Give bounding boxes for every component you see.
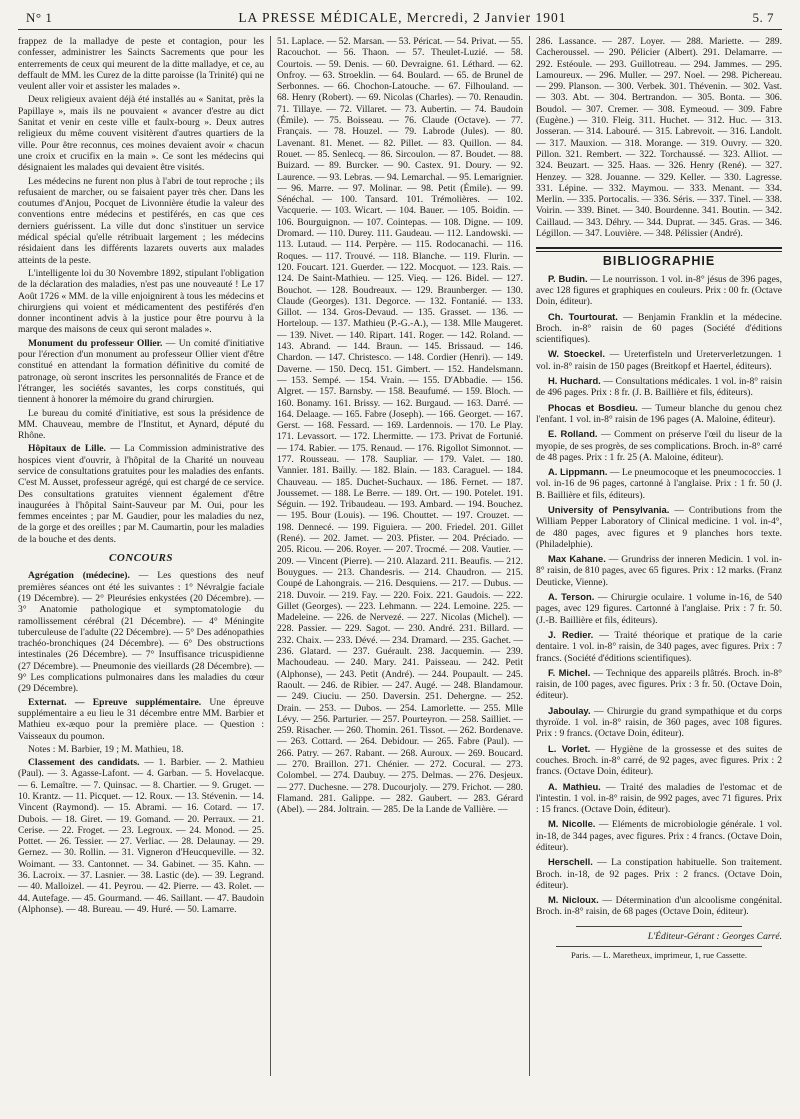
section-title-bibliographie: BIBLIOGRAPHIE: [602, 254, 716, 269]
classement-list: — 1. Barbier. — 2. Mathieu (Paul). — 3. Agasse-Lafont. — 4. Garban. — 5. Hovelacque. — 6. Lemaître. — 7. Quinsac. — 8. Chartier. — 9. Gruget. — 10. Krantz. — 11. Picquet. — 12. Roux. — 13. Stévenin. — 14. Vincent (Raymond). — 15. Abrami. — 16. Cotard. — 17. Dubois. — 18. Giret. — 19. Gomand. — 20. Perraux. — 21. Cerise. — 22. Froget. — 23. Legroux. — 24. Monod. — 25. Pottet. — 26. Tessier. — 27. Verliac. — 28. Delaunay. — 29. Gernez. — 30. Rollin. — 31. Vigneron d'Heucqueville. — 32. Woimant. — 33. Cantonnet. — 34. Gabinet. — 35. Kahn. — 36. Lacroix. — 37. Lasnier. — 38. Lastic (de). — 39. Legrand. — 40. Malloizel. — 41. Peyrou. — 42. Pierre. — 43. Rolet. — 44. Autefage. — 45. Gourmand. — 46. Saillant. — 47. Baudoin (Alphonse). — 48. Bureau. — 49. Huré. — 50. Lamarre.: [18, 757, 264, 915]
news-text: — Un comité d'initiative pour l'érection d'un monument au professeur Ollier vient d'être constitué en attendant la formation définitive du comité de patronage, où seront inscrites les personnalités de France et de l'étranger, les sociétés savantes, les corps constitués, qui tiennent à honorer la mémoire du grand chirurgien.: [18, 337, 264, 406]
bibliography-text: — Contributions from the William Pepper Laboratory of Clinical medicine. 1 vol. in-4°, de 480 pages, avec figures et 9 planches hors texte. (Philadelphie).: [536, 504, 782, 550]
classement: [18, 757, 264, 915]
bibliography-author: A. Terson.: [548, 591, 595, 603]
bibliography-author: Phocas et Bosdieu.: [548, 401, 638, 413]
concours-externat: [18, 697, 264, 742]
bibliography-author: University of Pensylvania.: [548, 503, 670, 515]
bibliography-entry: [536, 504, 782, 550]
classement-list-continued: 51. Laplace. — 52. Marsan. — 53. Péricat. — 54. Privat. — 55. Racouchot. — 56. Thaon. — 57. Theulet-Luzié. — 58. Courtois. — 59. Denis. — 60. Devraigne. 61. Léthard. — 62. Onfroy. — 63. Stroeklin. — 64. Boulard. — 65. de Brunel de Serbonnes. — 66. Chochon-Latouche. — 67. Filhouland. — 68. Henry (Robert). — 69. Nicolas (Charles). — 70. Renaudin. 71. Tillaye. — 72. Villaret. — 73. Aubertin. — 74. Baudoin (Émile). — 75. Boisseau. — 76. Claude (Octave). — 77. Français. — 78. Houzel. — 79. Labrode (Jules). — 80. Lavenant. 81. Menet. — 82. Pillet. — 83. Quillon. — 84. Rouet. — 85. Senlecq. — 86. Sircoulon. — 87. Boudet. — 88. Buizard. — 89. Burcker. — 90. Castex. 91. Doury. — 92. Laurence. — 93. Lebras. — 94. Lemarchal. — 95. Lemarignier. — 96. Marre. — 97. Molinar. — 98. Petit (Émile). — 99. Sénéchal. — 100. Tansard. 101. Trémolières. — 102. Vacquerie. — 103. Wicart. — 104. Bauer. — 105. Boidin. — 106. Bourguignon. — 107. Cointepas. — 108. Digne. — 109. Dromard. — 110. Durey. 111. Gaudeau. — 112. Landowski. — 113. Lutaud. — 114. Perpère. — 115. Rodocanachi. — 116. Roques. — 117. Trouvé. — 118. Blanche. — 119. Flurin. — 120. Foucart. 121. Guerder. — 122. Mocquot. — 123. Rais. — 124. De Saint-Mathieu. — 125. Vieq. — 126. Bidel. — 127. Bouchot. — 128. Boudreaux. — 129. Braunberger. — 130. Claude (Georges). 131. Degorce. — 132. Fontanié. — 133. Gillot. — 134. Gros-Devaud. — 135. Grasset. — 136. — Horteloup. — 137. Mathieu (P.-G.-A.), — 138. Mlle Maugeret. — 139. Nivet. — 140. Ripart. 141. Roger. — 142. Roland. — 143. Abrand. — 144. Braun. — 145. Brissaud. — 146. Chardon. — 147. Christesco. — 148. Cordier (Henri). — 149. Daverne. — 150. Decq. 151. Gimbert. — 152. Handelsmann. — 153. Sempé. — 154. Vrain. — 155. D'Abbadie. — 156. Algret. — 157. Barnsby. — 158. Beaufumé. — 159. Bloch. — 160. Bonamy. 161. Brissy. — 162. Burgaud. — 163. Darré. — 164. Delaage. — 165. Fabre (Joseph). — 166. Georget. — 167. Gerst. — 168. Fessard. — 169. Lardennois. — 170. Le Play. 171. Levassort. — 172. Lhermitte. — 173. Privat de Fortunié. — 174. Rabier. — 175. Renaud. — 176. Rigollot Simonnot. — 177. Rousseau. — 178. Saupliar. — 179. Valet. — 180. Vannier. 181. Bailly. — 182. Blain. — 183. Caraguel. — 184. Chauveau. — 185. Duchet-Suchaux. — 186. Fernet. — 187. Joussemet. — 188. Le Berre. — 189. Ort. — 190. Potelet. 191. Séguin. — 192. Tribaudeau. — 193. Ambard. — 194. Bouchez. — 195. Bour (Louis). — 196. Chouttet. — 197. Crouzet. — 198. Dennecé. — 199. Figuiera. — 200. Friedel. 201. Gillet (René). — 202. Jamet. — 203. Pfister. — 204. Préciado. — 205. Ricou. — 206. Royer. — 207. Trocmé. — 208. Vautier. — 209. — Vincent (Pierre). — 210. Alazard. 211. Beaufis. — 212. Bouygues. — 213. Chandesris. — 214. Chaudron. — 215. Coupé de Lahongrais. — 216. Desquiens. — 217. — Dubus. — 218. Duvoir. — 219. Fay. — 220. Foix. 221. Gaudois. — 222. Gillet (Georges). — 223. Lehmann. — 224. Lemoine. 225. — Madeleine. — 226. de Nervezé. — 227. Nicolas (Michel). — 228. Passier. — 229. Sagot. — 230. André. 231. Billard. — 232. Chaix. — 233. Dévé. — 234. Dramard. — 235. Gachet. — 236. Glatard. — 237. Guérault. 238. Jacquemin. — 239. Machoudeau. — 240. Mary. 241. Paisseau. — 242. Petit (Alphonse), — 243. Petit (André). — 244. Poupault. — 245. Raoult. — 246. de Ribier. — 247. Augé. — 248. Blandamour. — 249. Ciuciu. — 250. Daversin. 251. Dehergne. — 252. Drain. — 253. — Dubos. — 254. Lamorlette. — 255. Mlle Lévy. — 256. Parturier. — 257. Pourteyron. — 258. Sailliet. — 259. Risacher. — 260. Thomin. 261. Tissot. — 262. Bordenave. — 263. Cottard. — 264. Debidour. — 265. Fabre (Paul). — 266. Patry. — 267. Rabant. — 268. Auroux. — 269. Boucard. — 270. Braillon. 271. Chénier. — 272. Cocural. — 273. Colombel. — 274. Daubuy. — 275. Delmas. — 276. Desjeux. — 277. Duchesne. — 278. Ducourjoly. — 279. Frichot. — 280. Flamand. 281. Galippe. — 282. Gaubert. — 283. Gérard (Abel). — 284. Joltrain. — 285. De la Lande de Vallière. —: [277, 36, 523, 816]
paragraph: L'intelligente loi du 30 Novembre 1892, stipulant l'obligation de la déclaration des maladies, n'est pas une nouveauté ! Le 17 Août 1726 « MM. de la ville enjoignirent à tous les médecins et chirurgiens qui voient et médicamentent des pestiférés d'en donner incontinent advis à la justice pour être pourvu à la marque des maisons de ceux qui seront malades ».: [18, 267, 264, 336]
page-header: [18, 10, 782, 30]
news-item-ollier: [18, 338, 264, 406]
bibliography-entry: [536, 348, 782, 372]
column-middle: [277, 36, 523, 1076]
news-text: — La Commission administrative des hospices vient d'ouvrir, à l'hôpital de la Charité un nouveau service de consultations gratuites pour les maladies des enfants. C'est M. Ausset, professeur agrégé, qui est chargé de ce service. Des consultations gratuites viennent également d'être inaugurées à l'hôpital Saint-Sauveur par M. Oui, pour les femmes enceintes ; par M. Gaudier, pour les maladies du nez, de la gorge et des oreilles ; par M. Caumartin, pour les maladies de la bouche et des dents.: [18, 443, 264, 545]
columns: [18, 36, 782, 1076]
section-rule: [536, 247, 782, 252]
bibliography-entry: [536, 629, 782, 664]
bibliography-entry: [536, 375, 782, 399]
bibliography-entry: [536, 311, 782, 346]
bibliography-author: M. Nicloux.: [548, 894, 599, 906]
bibliography-author: Herschell.: [548, 856, 593, 868]
bibliography-text: — Traité des maladies de l'estomac et de l'intestin. 1 vol. in-8° raisin, de 992 pages, avec 71 figures. Prix : 15 francs. (Octave Doin, éditeur).: [536, 781, 782, 816]
column-left: [18, 36, 264, 1076]
bibliography-text: — Chirurgie du grand sympathique et du corps thyroïde. 1 vol. in-8° raisin, de 360 pages, avec 108 figures. Prix : 9 francs. (Octave Doin, éditeur).: [536, 705, 782, 740]
news-heading: Monument du professeur Ollier.: [28, 337, 163, 349]
bibliography-author: Ch. Tourtourat.: [548, 310, 618, 322]
concours-heading: Externat. — Epreuve supplémentaire.: [28, 696, 202, 708]
classement-heading: Classement des candidats.: [28, 757, 140, 769]
section-title-concours: CONCOURS: [109, 552, 173, 565]
bibliography-author: Jaboulay.: [548, 704, 591, 716]
bibliography-entry: [536, 781, 782, 816]
bibliography-text: — Traité théorique et pratique de la carie dentaire. 1 vol. in-8° raisin, de 340 pages, avec figures. Prix : 7 francs. (Société d'éditions scientifiques).: [536, 629, 782, 664]
bibliography-entry: [536, 856, 782, 891]
bibliography-text: — Hygiène de la grossesse et des suites de couches. Broch. in-8° carré, de 92 pages, avec figures. Prix : 2 francs. (Octave Doin, éditeur).: [536, 743, 782, 778]
bibliography-entry: [536, 894, 782, 918]
bibliography-entry: [536, 667, 782, 702]
bibliography-author: M. Nicolle.: [548, 818, 596, 830]
bibliography-author: L. Vorlet.: [548, 742, 591, 754]
divider: [576, 926, 742, 927]
bibliography-author: Max Kahane.: [548, 553, 606, 565]
bibliography-text: — Eléments de microbiologie générale. 1 vol. in-18, de 344 pages, avec figures. Prix : 4 francs. (Octave Doin, éditeur).: [536, 819, 782, 853]
bibliography-entry: [536, 273, 782, 308]
bibliography-entry: [536, 402, 782, 426]
column-divider: [270, 36, 271, 1076]
bibliography-author: F. Michel.: [548, 666, 591, 678]
paragraph: Deux religieux avaient déjà été installés au « Sanitat, près la Papillaye », mais ils ne pouvaient « avancer d'estre au dict Sanitat et venir en ceste ville et faulx-bourg ». Deux autres religieux du même couvent visitèrent d'autres quartiers de la ville. Pour être reconnus, ces moines devaient avoir « chacun une croix et crucifix en la main ». Ce sont les médecins qui désignaient les malades qui devaient être visités.: [18, 94, 264, 174]
bibliography-text: — Benjamin Franklin et la médecine. Broch. in-8° raisin de 60 pages (Société d'éditions scientifiques).: [536, 311, 782, 346]
concours-heading: Agrégation (médecine).: [28, 570, 130, 582]
bibliography-author: E. Rolland.: [548, 428, 598, 440]
column-divider: [529, 36, 530, 1076]
bibliography-author: J. Redier.: [548, 628, 594, 640]
bibliography-text: — Le pneumocoque et les pneumococcies. 1 vol. in-16 de 96 pages, cartonné à l'anglaise. Prix : 1 fr. 50 (J. B. Baillière et fils, éditeurs).: [536, 467, 782, 501]
bibliography-text: — Tumeur blanche du genou chez l'enfant. 1 vol. in-8° raisin de 196 pages (A. Maloine, éditeur).: [536, 402, 782, 425]
concours-text: — Les questions des neuf premières séances ont été les suivantes : 1° Névralgie faciale (19 Décembre). — 2° Pleurésies enkystées (20 Décembre). — 3° Anatomie pathologique et symptomatologie du ramollissement cérébral (21 Décembre). — 4° Méningite tuberculeuse de l'adulte (22 Décembre). — 5° Des adénopathies trachéo-bronchiques (24 Décembre). — 6° Des obstructions intestinales (26 Décembre). — 7° Insuffisance tricuspidienne (27 Décembre). — Pneumonie des vieillards (28 Décembre). — 9° Les complications pulmonaires dans les maladies du cœur (29 Décembre).: [18, 570, 264, 695]
classement-list-end: 286. Lassance. — 287. Loyer. — 288. Mariette. — 289. Cacheroussel. — 290. Pélicier (Albert). 291. Delamarre. — 292. Estéoule. — 293. Guillotreau. — 294. Jammes. — 295. Lamoureux. — 296. Muller. — 297. Noel. — 298. Pichereau. — 299. Planson. — 300. Verbek. 301. Thévenin. — 302. Vast. — 303. Abt. — 304. Bertrandon. — 305. Bonta. — 306. Boudol. — 307. Cremer. — 308. Eymeoud. — 309. Fabre (Eugène.) — 310. Fleig. 311. Huchet. — 312. Huc. — 313. Josseran. — 314. Labouré. — 315. Labrevoit. — 316. Landolt. — 317. Mauxion. — 318. Morange. — 319. Ouvry. — 320. Pillon. 321. Rembert. — 322. Torchaussé. — 323. Alliot. — 324. Beuzart. — 325. Haas. — 326. Henry (René). — 327. Henzey. — 328. Jouanne. — 329. Keller. — 330. Lagresse. 331. Lépine. — 332. Maymou. — 333. Menant. — 334. Merlin. — 335. Portocalis. — 336. Séris. — 337. Tinel. — 338. Voirin. — 339. Binet. — 340. Bourdenne. 341. Boutin. — 342. Caillaud. — 343. Déhry. — 344. Duprat. — 345. Gras. — 346. Légillon. — 347. Louvière. — 348. Pélissier (André).: [536, 36, 782, 240]
bibliography-author: H. Huchard.: [548, 375, 601, 387]
bibliography-entry: [536, 428, 782, 463]
bibliography-author: A. Lippmann.: [548, 466, 608, 478]
externat-notes: Notes : M. Barbier, 19 ; M. Mathieu, 18.: [28, 743, 184, 755]
bibliography-author: A. Mathieu.: [548, 780, 601, 792]
issue-number: N° 1: [26, 10, 53, 25]
bibliography-text: — Chirurgie oculaire. 1 volume in-16, de 540 pages, avec 129 figures. Cartonné à l'anglaise. Prix : 7 fr. 50. (J.-B. Baillière et fils, éditeurs).: [536, 592, 782, 626]
bibliography-entry: [536, 466, 782, 501]
concours-text: Une épreuve supplémentaire a eu lieu le 31 décembre entre MM. Barbier et Mathieu ex-æquo pour la première place. — Question : Vaisseaux du poumon.: [18, 696, 264, 742]
paragraph: frappez de la malladye de peste et contagion, pour les confesser, administrer les Saincts Sacrements que pour les enterrements de ceux qui meurent de la ditte malladye, et ce, au deffault de MM. les Curez de la ditte paroisse (la Trinité) qui ne veulent aller voir et assister les malades ».: [18, 36, 264, 93]
bibliography-text: — Détermination d'un alcoolisme congénital. Broch. in-8° raisin, de 68 pages (Octave Doin, éditeur).: [536, 895, 782, 918]
concours-agregation: [18, 570, 264, 694]
paragraph: Le bureau du comité d'initiative, est sous la présidence de MM. Chauveau, membre de l'Institut, et Aynard, député du Rhône.: [18, 407, 264, 442]
bibliography-entry: [536, 591, 782, 626]
editor-line: L'Éditeur-Gérant : Georges Carré.: [647, 930, 782, 942]
bibliography-entry: [536, 818, 782, 853]
bibliography-text: — Grundriss der inneren Medicin. 1 vol. in-8° raisin, de 810 pages, avec 65 figures. Prix : 12 marks. (Franz Deuticke, Vienne).: [536, 554, 782, 588]
bibliography-text: — La constipation habituelle. Son traitement. Broch. in-18, de 92 pages. Prix : 2 francs. (Octave Doin, éditeur).: [536, 857, 782, 891]
bibliography-list: [536, 273, 782, 918]
bibliography-text: — Consultations médicales. 1 vol. in-8° raisin de 496 pages. Prix : 8 fr. (J. B. Baillière et fils, éditeurs).: [536, 376, 782, 399]
bibliography-text: — Le nourrisson. 1 vol. in-8° jésus de 396 pages, avec 128 figures et graphiques en couleurs. Prix : 00 fr. (Octave Doin, éditeur).: [536, 273, 782, 308]
bibliography-entry: [536, 705, 782, 740]
news-item-lille: [18, 443, 264, 545]
bibliography-text: — Comment on préserve l'œil du liseur de la myopie, de ses progrès, de ses complications. Broch. in-8° carré de 48 pages. Prix : 1 fr. 25 (A. Maloine, éditeur).: [536, 429, 782, 463]
news-heading: Hôpitaux de Lille.: [28, 443, 106, 455]
bibliography-text: — Ureterfisteln und Ureterverletzungen. 1 vol. in-8° raisin de 150 pages (Breitkopf et Haertel, éditeurs).: [536, 349, 782, 372]
paragraph: Les médecins ne furent non plus à l'abri de tout reproche ; ils refusaient de marcher, ou se faisaient payer très cher. Dans les coutumes d'Anjou, Pocquet de Livonnière étudie la valeur des conventions entre médecins et pestiférés, en cas que ces derniers guérissent. La ville dut donc s'instituer un service médical spécial qu'elle rétribuait largement ; les médecins résidaient dans les différents lazarets ouverts aux malades atteints de la peste.: [18, 175, 264, 266]
bibliography-entry: [536, 743, 782, 778]
bibliography-author: W. Stoeckel.: [548, 348, 605, 360]
journal-title: LA PRESSE MÉDICALE, Mercredi, 2 Janvier 1901: [238, 10, 567, 25]
bibliography-text: — Technique des appareils plâtrés. Broch. in-8° raisin, de 100 pages, avec figures. Prix : 3 fr. 50. (Octave Doin, éditeur).: [536, 667, 782, 702]
page-number: 5. 7: [752, 10, 774, 25]
printer-line: Paris. — L. Maretheux, imprimeur, 1, rue Cassette.: [556, 946, 762, 961]
bibliography-author: P. Budin.: [548, 272, 588, 284]
column-right: [536, 36, 782, 1076]
bibliography-entry: [536, 553, 782, 588]
